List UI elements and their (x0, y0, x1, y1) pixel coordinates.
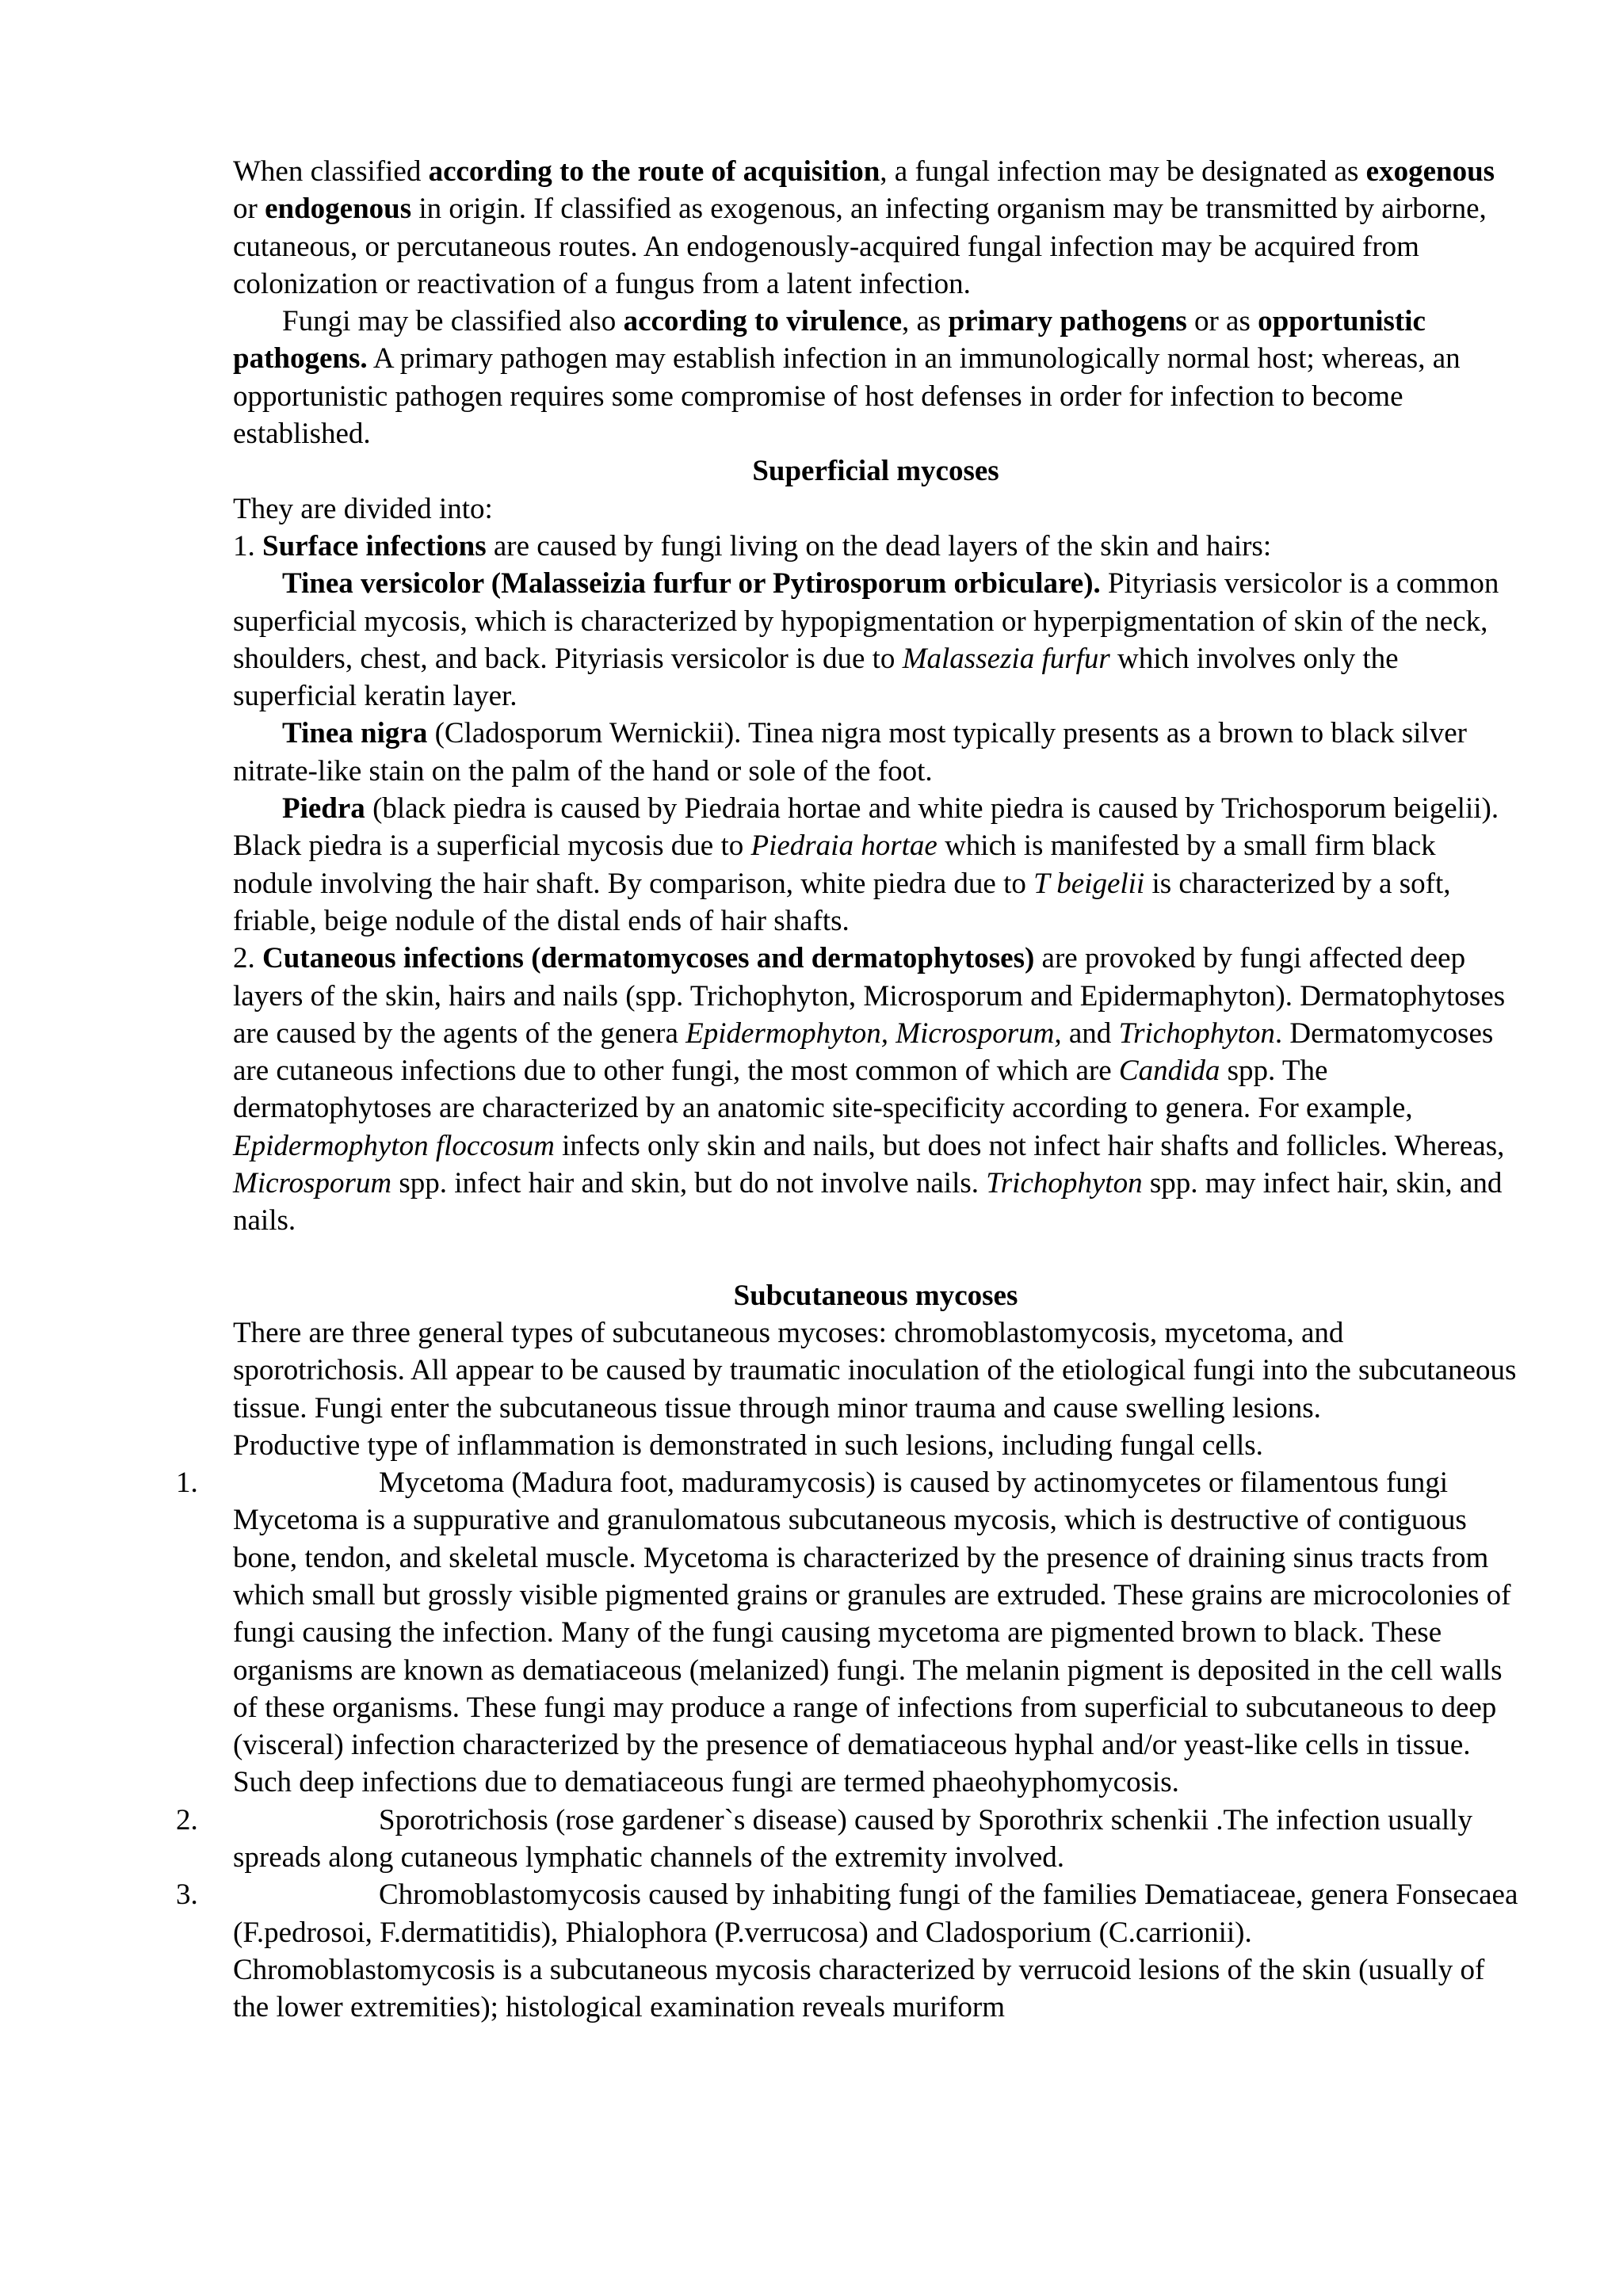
paragraph-surface-infections (233, 528, 1518, 565)
text-column (176, 153, 1518, 2027)
list-item-text: Sporotrichosis (rose gardener`s disease) caused by Sporothrix schenkii .The infection usually spreads along cutaneous lymphatic channels of the extremity involved. (233, 1803, 1472, 1875)
text-run: spp. The dermatophytoses are characterized by an anatomic site-specificity according to genera. For example, (233, 1055, 1413, 1125)
text-run: infects only skin and nails, but does not infect hair shafts and follicles. Whereas, (554, 1129, 1505, 1162)
list-item-mycetoma: 1. Mycetoma (Madura foot, maduramycosis) is caused by actinomycetes or filamentous fungi Mycetoma is a suppurative and granulomatous subcutaneous mycosis, which is destructive of contiguous bone, tendon, and skeletal muscle. Mycetoma is characterized by the presence of draining sinus tracts from which small but grossly visible pigmented grains or granules are extruded. These grains are microcolonies of fungi causing the infection. Many of the fungi causing mycetoma are pigmented brown to black. These organisms are known as dematiaceous (melanized) fungi. The melanin pigment is deposited in the cell walls of these organisms. These fungi may produce a range of infections from superficial to subcutaneous to deep (visceral) infection characterized by the presence of dematiaceous hyphal and/or yeast-like cells in tissue. Such deep infections due to dematiaceous fungi are termed phaeohyphomycosis. (233, 1464, 1518, 1802)
bold-text: according to virulence (623, 305, 902, 338)
italic-text: Trichophyton (986, 1167, 1143, 1200)
list-item-text: Mycetoma (Madura foot, maduramycosis) is caused by actinomycetes or filamentous fungi Mycetoma is a suppurative and granulomatous subcutaneous mycosis, which is destructive of contiguous bone, tendon, and skeletal muscle. Mycetoma is characterized by the presence of draining sinus tracts from which small but grossly visible pigmented grains or granules are extruded. These grains are microcolonies of fungi causing the infection. Many of the fungi causing mycetoma are pigmented brown to black. These organisms are known as dematiaceous (melanized) fungi. The melanin pigment is deposited in the cell walls of these organisms. These fungi may produce a range of infections from superficial to subcutaneous to deep (visceral) infection characterized by the presence of dematiaceous hyphal and/or yeast-like cells in tissue. Such deep infections due to dematiaceous fungi are termed phaeohyphomycosis. (233, 1466, 1511, 1799)
paragraph-piedra (233, 790, 1518, 940)
bold-text: Tinea nigra (282, 717, 428, 750)
italic-text: Candida (1118, 1055, 1220, 1088)
text-run: is characterized by a soft, friable, beige nodule of the distal ends of hair shafts. (233, 867, 1451, 937)
italic-text: T beigelii (1033, 867, 1145, 900)
list-item-text: Chromoblastomycosis caused by inhabiting fungi of the families Dematiaceae, genera Fonsecaea (F.pedrosoi, F.dermatitidis), Phialophora (P.verrucosa) and Cladosporium (C.carrionii). Chromoblastomycosis is a subcutaneous mycosis characterized by verrucoid lesions of the skin (usually of the lower extremities); histological examination reveals muriform (233, 1878, 1518, 2024)
bold-text: opportunistic pathogens. (233, 305, 1426, 376)
italic-text: Microsporum (233, 1167, 392, 1200)
text-run: . Dermatomycoses are cutaneous infections due to other fungi, the most common of which are (233, 1016, 1494, 1088)
bold-text: exogenous (1365, 155, 1495, 188)
italic-text: Epidermophyton, Microsporum, (685, 1016, 1062, 1050)
bold-text: endogenous (265, 193, 412, 226)
text-run: are provoked by fungi affected deep layers of the skin, hairs and nails (spp. Trichophyton, Microsporum and Epidermaphyton). Dermatophytoses are caused by the agents of the genera (233, 942, 1506, 1050)
text-run: in origin. If classified as exogenous, an infecting organism may be transmitted by airborne, cutaneous, or percutaneous routes. An endogenously-acquired fungal infection may be acquired from colonization or reactivation of a fungus from a latent infection. (233, 193, 1487, 300)
paragraph-virulence (233, 303, 1518, 452)
text-run: Fungi may be classified also (282, 305, 624, 338)
text-run: and (1061, 1016, 1119, 1050)
bold-text: Surface infections (262, 529, 487, 563)
list-item-sporotrichosis: 2. Sporotrichosis (rose gardener`s disease) caused by Sporothrix schenkii .The infection usually spreads along cutaneous lymphatic channels of the extremity involved. (233, 1802, 1518, 1877)
text-run: which is manifested by a small firm black nodule involving the hair shaft. By comparison, white piedra due to (233, 830, 1436, 900)
paragraph-subcutaneous-types (233, 1314, 1518, 1427)
paragraph-tinea-nigra (233, 715, 1518, 790)
text-run: When classified (233, 155, 429, 188)
text-run: They are divided into: (233, 492, 493, 525)
italic-text: Malassezia furfur (902, 642, 1110, 675)
text-run: Productive type of inflammation is demonstrated in such lesions, including fungal cells. (233, 1428, 1263, 1462)
bold-text: Cutaneous infections (dermatomycoses and dermatophytoses) (262, 942, 1035, 975)
heading-subcutaneous-mycoses: Subcutaneous mycoses (733, 1279, 1018, 1312)
text-run: (black piedra is caused by Piedraia hortae and white piedra is caused by Trichosporum beigelii). Black piedra is a superficial mycosis due to (233, 792, 1499, 863)
italic-text: Epidermophyton floccosum (233, 1129, 555, 1162)
text-run: A primary pathogen may establish infection in an immunologically normal host; whereas, an opportunistic pathogen requires some compromise of host defenses in order for infection to become established. (233, 342, 1461, 451)
text-run: Pityriasis versicolor is a common superficial mycosis, which is characterized by hypopigmentation or hyperpigmentation of skin of the neck, shoulders, chest, and back. Pityriasis versicolor is due to (233, 567, 1499, 675)
italic-text: Trichophyton (1118, 1016, 1275, 1050)
text-run: or (233, 193, 265, 226)
text-run: 1. (233, 529, 262, 563)
bold-text: primary pathogens (948, 305, 1187, 338)
bold-text: Piedra (282, 792, 365, 826)
paragraph-divided-into (233, 490, 1518, 528)
blank-line (233, 1240, 1518, 1277)
text-run: spp. infect hair and skin, but do not involve nails. (391, 1167, 987, 1200)
paragraph-route-of-acquisition (233, 153, 1518, 303)
heading-superficial-mycoses: Superficial mycoses (752, 455, 999, 488)
text-run: , a fungal infection may be designated as (880, 155, 1366, 188)
paragraph-cutaneous-infections (233, 940, 1518, 1239)
text-run: , as (902, 305, 949, 338)
list-item-chromoblastomycosis: 3. Chromoblastomycosis caused by inhabiting fungi of the families Dematiaceae, genera Fonsecaea (F.pedrosoi, F.dermatitidis), Phialophora (P.verrucosa) and Cladosporium (C.carrionii). Chromoblastomycosis is a subcutaneous mycosis characterized by verrucoid lesions of the skin (usually of the lower extremities); histological examination reveals muriform (233, 1876, 1518, 2026)
paragraph-tinea-versicolor (233, 565, 1518, 715)
text-run: 2. (233, 942, 262, 975)
text-run: spp. may infect hair, skin, and nails. (233, 1167, 1503, 1238)
paragraph-productive-inflammation (233, 1427, 1518, 1464)
bold-text: according to the route of acquisition (428, 155, 880, 188)
text-run: which involves only the superficial keratin layer. (233, 642, 1399, 713)
text-run: or as (1186, 305, 1258, 338)
text-run: There are three general types of subcutaneous mycoses: chromoblastomycosis, mycetoma, and sporotrichosis. All appear to be caused by traumatic inoculation of the etiological fungi into the subcutaneous tissue. Fungi enter the subcutaneous tissue through minor trauma and cause swelling lesions. (233, 1316, 1517, 1425)
text-run: (Cladosporum Wernickii). Tinea nigra most typically presents as a brown to black silver nitrate-like stain on the palm of the hand or sole of the foot. (233, 717, 1467, 788)
text-run: are caused by fungi living on the dead layers of the skin and hairs: (486, 529, 1272, 563)
bold-text: Tinea versicolor (Malasseizia furfur or Pytirosporum orbiculare). (282, 567, 1101, 601)
italic-text: Piedraia hortae (750, 830, 938, 863)
